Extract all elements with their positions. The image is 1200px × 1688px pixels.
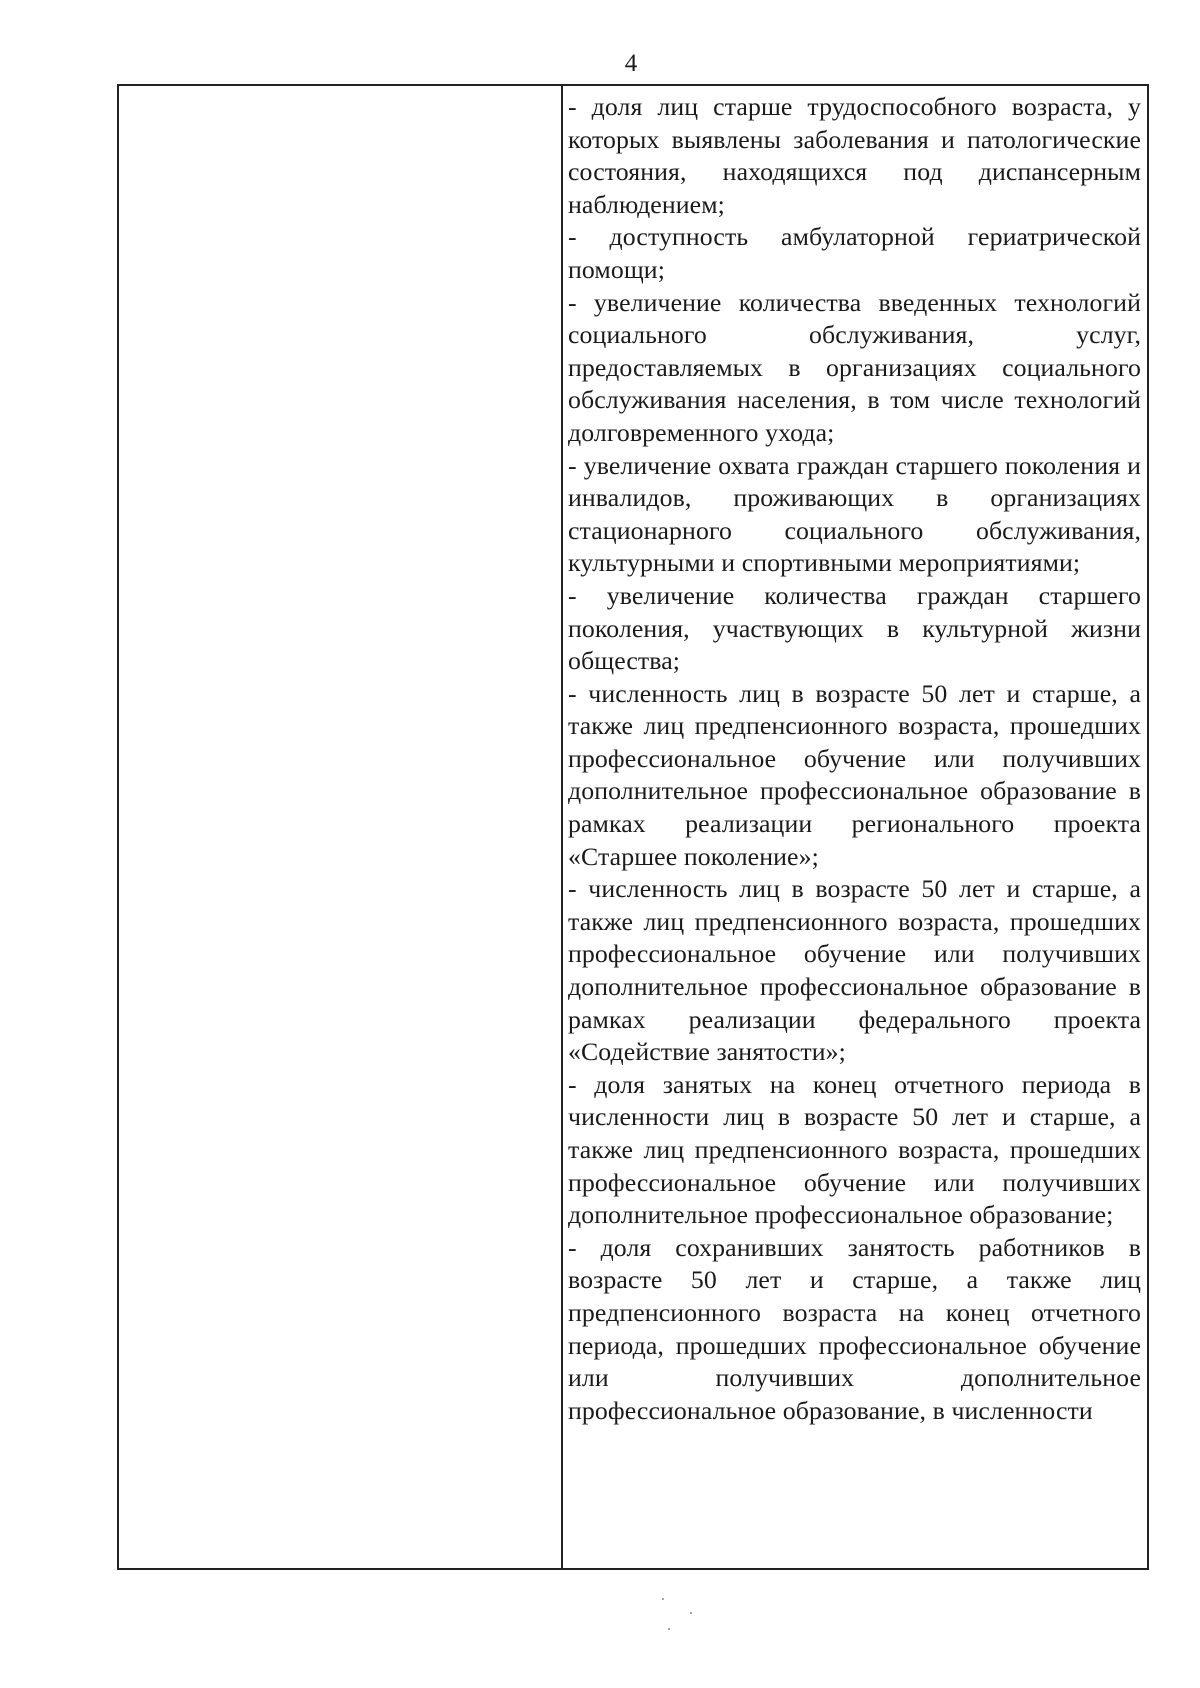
indicator-item: - доля лиц старше трудоспособного возраста, у которых выявлены заболевания и патологические состояния, находящихся под диспансерным наблюдением; [568,92,1141,219]
indicator-item: - доля сохранивших занятость работников в возрасте 50 лет и старше, а также лиц предпенсионного возраста на конец отчетного периода, прошедших профессиональное обучение или получивших дополнительное профессиональное образование, в численности [568,1232,1141,1425]
indicator-item: - численность лиц в возрасте 50 лет и старше, а также лиц предпенсионного возраста, прошедших профессиональное обучение или получивших дополнительное профессиональное образование в рамках реализации федерального проекта «Содействие занятости»; [568,874,1141,1067]
indicator-item: - увеличение количества граждан старшего поколения, участвующих в культурной жизни общества; [568,580,1141,676]
indicator-item: - численность лиц в возрасте 50 лет и старше, а также лиц предпенсионного возраста, прошедших профессиональное обучение или получивших дополнительное профессиональное образование в рамках реализации регионального проекта «Старшее поколение»; [568,678,1141,871]
page-number: 4 [624,50,638,77]
document-table [117,84,1149,1570]
scan-speck [690,1612,692,1614]
indicator-item: - доля занятых на конец отчетного периода в численности лиц в возрасте 50 лет и старше, а также лиц предпенсионного возраста, прошедших профессиональное обучение или получивших дополнительное профессиональное образование; [568,1069,1141,1230]
scan-speck [668,1628,670,1630]
table-right-cell [563,86,1147,1568]
indicator-item: - доступность амбулаторной гериатрической помощи; [568,222,1141,284]
table-left-cell [119,86,563,1568]
indicator-item: - увеличение количества введенных технологий социального обслуживания, услуг, предоставляемых в организациях социального обслуживания населения, в том числе технологий долговременного ухода; [568,287,1141,447]
indicator-item: - увеличение охвата граждан старшего поколения и инвалидов, проживающих в организациях стационарного социального обслуживания, культурными и спортивными мероприятиями; [568,450,1141,578]
scan-speck [662,1598,664,1600]
